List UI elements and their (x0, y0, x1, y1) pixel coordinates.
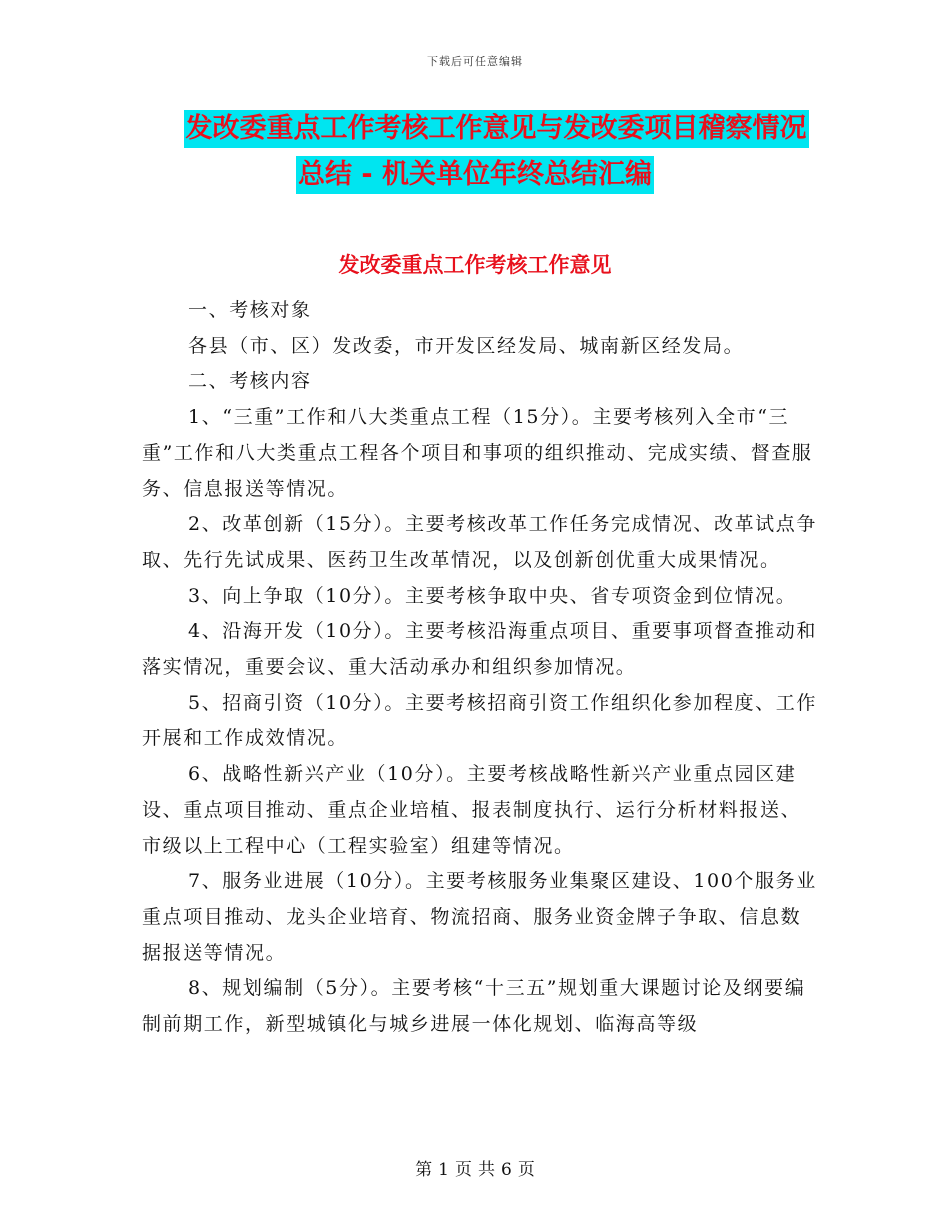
paragraph: 二、考核内容 (188, 370, 312, 393)
paragraph: 7、服务业进展（10分）。主要考核服务业集聚区建设、100个服务业重点项目推动、龙头企业培育、物流招商、服务业资金牌子争取、信息数据报送等情况。 (142, 870, 817, 964)
footer-label-end: 页 (517, 1160, 535, 1180)
paragraph: 8、规划编制（5分）。主要考核“十三五”规划重大课题讨论及纲要编制前期工作，新型城镇化与城乡进展一体化规划、临海高等级 (142, 977, 806, 1036)
paragraph: 3、向上争取（10分）。主要考核争取中央、省专项资金到位情况。 (188, 584, 797, 607)
footer-total-pages: 6 (501, 1160, 512, 1180)
title-line-2: 总结 - 机关单位年终总结汇编 (296, 156, 654, 194)
title-line-1: 发改委重点工作考核工作意见与发改委项目稽察情况 (184, 110, 809, 148)
page-footer (0, 1155, 950, 1180)
page-header-note: 下载后可任意编辑 (427, 55, 523, 68)
paragraph: 一、考核对象 (188, 299, 312, 321)
footer-label-total: 共 (478, 1160, 495, 1180)
paragraph: 各县（市、区）发改委，市开发区经发局、城南新区经发局。 (188, 334, 745, 357)
footer-current-page: 1 (438, 1160, 449, 1180)
paragraph: 1、“三重”工作和八大类重点工程（15分）。主要考核列入全市“三重”工作和八大类重点工程各个项目和事项的组织推动、完成实绩、督查服务、信息报送等情况。 (142, 406, 813, 500)
paragraph: 4、沿海开发（10分）。主要考核沿海重点项目、重要事项督查推动和落实情况，重要会议、重大活动承办和组织参加情况。 (142, 620, 817, 679)
paragraph: 2、改革创新（15分）。主要考核改革工作任务完成情况、改革试点争取、先行先试成果、医药卫生改革情况，以及创新创优重大成果情况。 (142, 513, 817, 571)
footer-label-page: 第 (415, 1160, 433, 1180)
footer-label-mid: 页 (455, 1160, 472, 1180)
paragraph: 5、招商引资（10分）。主要考核招商引资工作组织化参加程度、工作开展和工作成效情况。 (142, 691, 817, 750)
document-body (142, 293, 818, 1043)
document-title (0, 110, 950, 202)
section-title: 发改委重点工作考核工作意见 (338, 253, 612, 277)
paragraph: 6、战略性新兴产业（10分）。主要考核战略性新兴产业重点园区建设、重点项目推动、重点企业培植、报表制度执行、运行分析材料报送、市级以上工程中心（工程实验室）组建等情况。 (142, 763, 802, 857)
